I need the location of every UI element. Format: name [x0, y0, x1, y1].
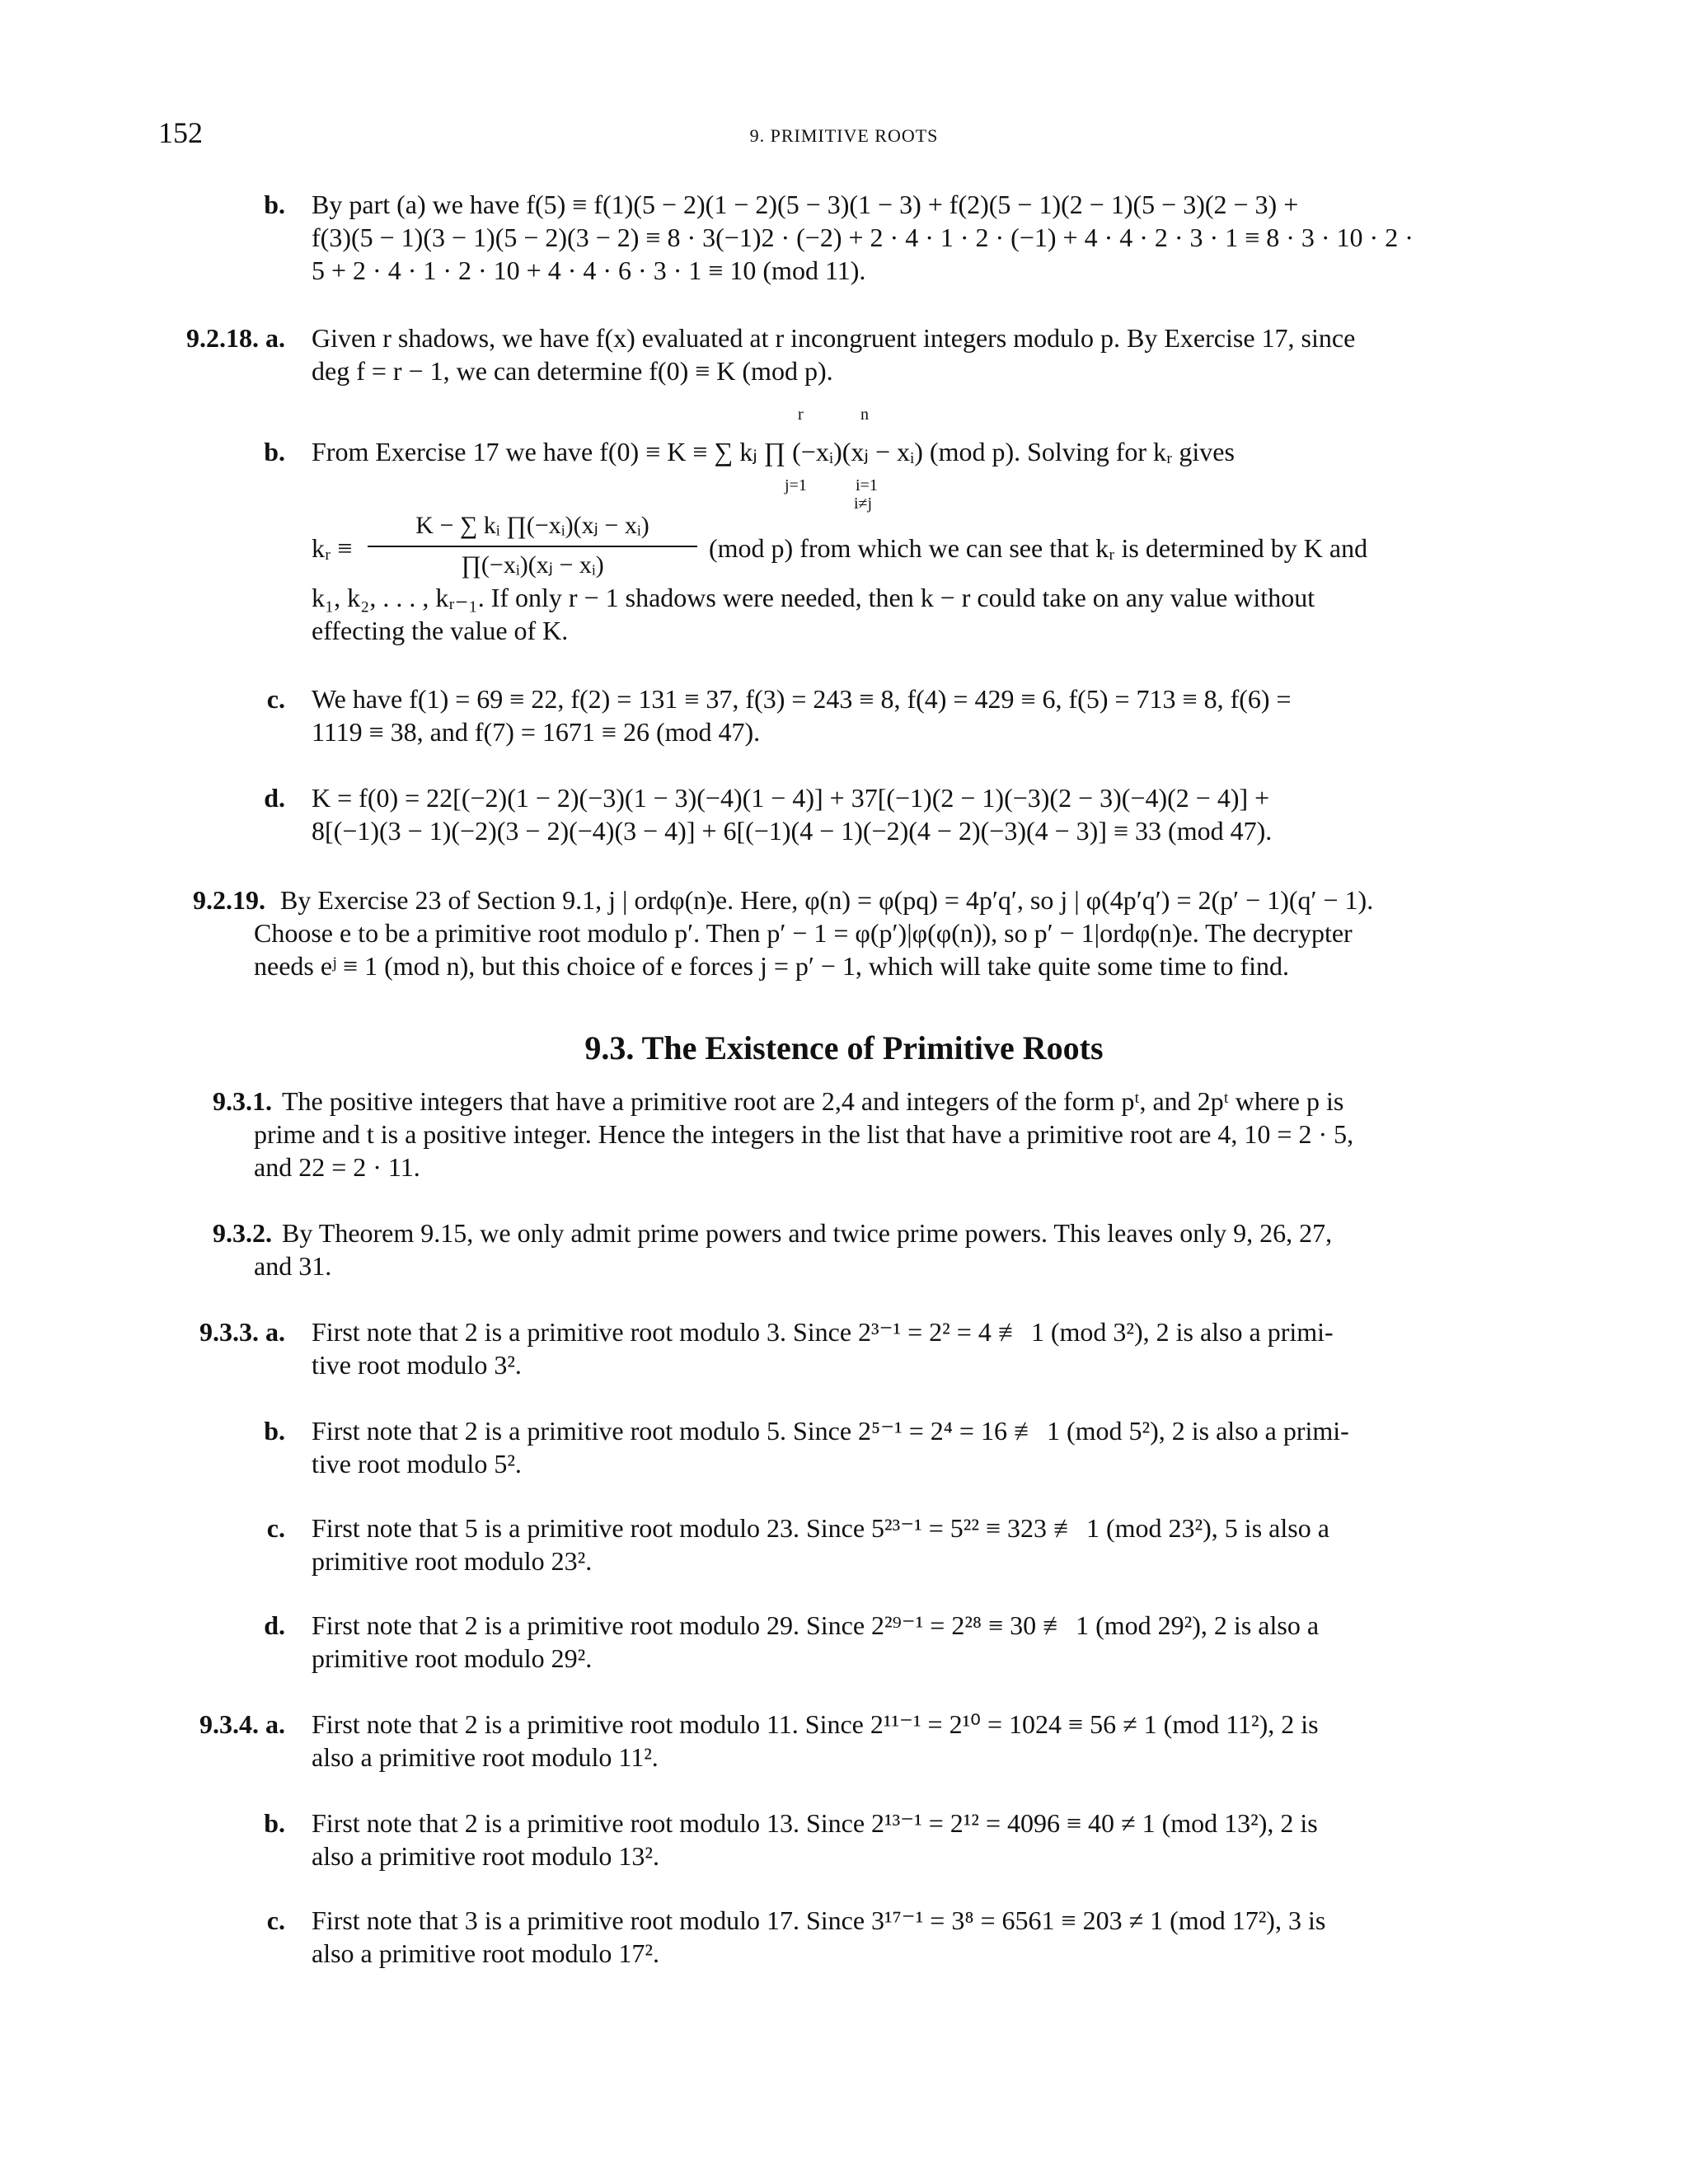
- line: By Theorem 9.15, we only admit prime powers and twice prime powers. This leaves only 9, 26, 27,: [282, 1218, 1333, 1248]
- line: First note that 2 is a primitive root modulo 11. Since 2¹¹⁻¹ = 2¹⁰ = 1024 ≡ 56 ≠ 1 (mod 11²), 2 is: [312, 1709, 1319, 1739]
- sum-lower-limit: j=1: [785, 476, 807, 494]
- item-label: 9.3.1.: [213, 1086, 272, 1116]
- line: and 31.: [254, 1251, 332, 1281]
- item-label: 9.3.4. a.: [199, 1709, 285, 1739]
- line: First note that 5 is a primitive root modulo 23. Since 5²³⁻¹ = 5²² ≡ 323 ≢ 1 (mod 23²), 5 is also a: [312, 1513, 1329, 1543]
- item-label: b.: [264, 1808, 285, 1838]
- line: We have f(1) = 69 ≡ 22, f(2) = 131 ≡ 37, f(3) = 243 ≡ 8, f(4) = 429 ≡ 6, f(5) = 713 ≡ 8, f(6) =: [312, 684, 1292, 714]
- item-label: c.: [266, 684, 285, 714]
- kr-lhs: kᵣ ≡: [312, 533, 353, 563]
- item-label: d.: [264, 783, 285, 813]
- line: Given r shadows, we have f(x) evaluated at r incongruent integers modulo p. By Exercise 17, since: [312, 323, 1356, 353]
- item-label: c.: [266, 1513, 285, 1543]
- line: also a primitive root modulo 13².: [312, 1841, 659, 1871]
- product-lower-limit: i=1: [856, 476, 878, 494]
- line: needs eʲ ≡ 1 (mod n), but this choice of e forces j = p′ − 1, which will take quite some time to find.: [254, 951, 1290, 981]
- product-lower-limit: i≠j: [854, 494, 873, 513]
- line: 1119 ≡ 38, and f(7) = 1671 ≡ 26 (mod 47).: [312, 717, 761, 747]
- item-label: c.: [266, 1905, 285, 1935]
- line: f(3)(5 − 1)(3 − 1)(5 − 2)(3 − 2) ≡ 8 · 3(−1)2 · (−2) + 2 · 4 · 1 · 2 · (−1) + 4 · 4 · 2 · 3 · 1 ≡ 8 · 3 · 10 · 2 ·: [312, 223, 1414, 252]
- line: and 22 = 2 · 11.: [254, 1152, 420, 1182]
- section-title: 9.3. The Existence of Primitive Roots: [584, 1029, 1104, 1066]
- item-label: b.: [264, 1416, 285, 1446]
- line: tive root modulo 3².: [312, 1350, 522, 1380]
- line: 5 + 2 · 4 · 1 · 2 · 10 + 4 · 4 · 6 · 3 · 1 ≡ 10 (mod 11).: [312, 255, 866, 285]
- product-upper-limit: n: [860, 405, 869, 424]
- item-label: b.: [264, 190, 285, 219]
- sum-upper-limit: r: [798, 405, 804, 424]
- line: (mod p) from which we can see that kᵣ is determined by K and: [709, 533, 1368, 563]
- item-label: 9.2.19.: [193, 885, 265, 915]
- fraction-numerator: K − ∑ kᵢ ∏(−xᵢ)(xⱼ − xᵢ): [415, 512, 649, 539]
- fraction-bar: [368, 546, 697, 547]
- fraction-denominator: ∏(−xᵢ)(xⱼ − xᵢ): [461, 551, 604, 579]
- line: also a primitive root modulo 11².: [312, 1742, 659, 1772]
- line: also a primitive root modulo 17².: [312, 1938, 659, 1968]
- item-label: b.: [264, 437, 285, 466]
- line: deg f = r − 1, we can determine f(0) ≡ K (mod p).: [312, 356, 833, 386]
- line: By part (a) we have f(5) ≡ f(1)(5 − 2)(1 − 2)(5 − 3)(1 − 3) + f(2)(5 − 1)(2 − 1)(5 − 3)(2 − 3) +: [312, 190, 1299, 219]
- line: Choose e to be a primitive root modulo p′. Then p′ − 1 = φ(p′)|φ(φ(n)), so p′ − 1|ordφ(n)e. The decrypter: [254, 918, 1353, 948]
- running-head: 9. PRIMITIVE ROOTS: [749, 125, 939, 146]
- line: First note that 2 is a primitive root modulo 5. Since 2⁵⁻¹ = 2⁴ = 16 ≢ 1 (mod 5²), 2 is also a primi-: [312, 1416, 1349, 1446]
- line: First note that 2 is a primitive root modulo 29. Since 2²⁹⁻¹ = 2²⁸ ≡ 30 ≢ 1 (mod 29²), 2 is also a: [312, 1610, 1320, 1640]
- line: primitive root modulo 29².: [312, 1643, 593, 1673]
- page-number: 152: [158, 116, 203, 149]
- item-label: d.: [264, 1610, 285, 1640]
- line: From Exercise 17 we have f(0) ≡ K ≡ ∑ kⱼ ∏ (−xᵢ)(xⱼ − xᵢ) (mod p). Solving for kᵣ gives: [312, 437, 1235, 466]
- line: By Exercise 23 of Section 9.1, j | ordφ(n)e. Here, φ(n) = φ(pq) = 4p′q′, so j | φ(4p′q′) = 2(p′ − 1)(q′ − 1).: [280, 885, 1374, 915]
- line: K = f(0) = 22[(−2)(1 − 2)(−3)(1 − 3)(−4)(1 − 4)] + 37[(−1)(2 − 1)(−3)(2 − 3)(−4)(2 − 4)] +: [312, 783, 1270, 813]
- item-label: 9.2.18. a.: [186, 323, 285, 353]
- item-label: 9.3.3. a.: [199, 1317, 285, 1347]
- line: tive root modulo 5².: [312, 1449, 522, 1479]
- item-label: 9.3.2.: [213, 1218, 272, 1248]
- line: 8[(−1)(3 − 1)(−2)(3 − 2)(−4)(3 − 4)] + 6[(−1)(4 − 1)(−2)(4 − 2)(−3)(4 − 3)] ≡ 33 (mod 47).: [312, 816, 1273, 846]
- line: First note that 3 is a primitive root modulo 17. Since 3¹⁷⁻¹ = 3⁸ = 6561 ≡ 203 ≠ 1 (mod 17²), 3 is: [312, 1905, 1326, 1935]
- line: k₁, k₂, . . . , kᵣ₋₁. If only r − 1 shadows were needed, then k − r could take on any value without: [312, 583, 1315, 612]
- line: primitive root modulo 23².: [312, 1546, 593, 1576]
- line: prime and t is a positive integer. Hence the integers in the list that have a primitive root are 4, 10 = 2 · 5,: [254, 1119, 1354, 1149]
- line: The positive integers that have a primitive root are 2,4 and integers of the form pᵗ, and 2pᵗ where p is: [282, 1086, 1344, 1116]
- line: First note that 2 is a primitive root modulo 3. Since 2³⁻¹ = 2² = 4 ≢ 1 (mod 3²), 2 is also a primi-: [312, 1317, 1334, 1347]
- line: effecting the value of K.: [312, 616, 569, 645]
- line: First note that 2 is a primitive root modulo 13. Since 2¹³⁻¹ = 2¹² = 4096 ≡ 40 ≠ 1 (mod 13²), 2 is: [312, 1808, 1318, 1838]
